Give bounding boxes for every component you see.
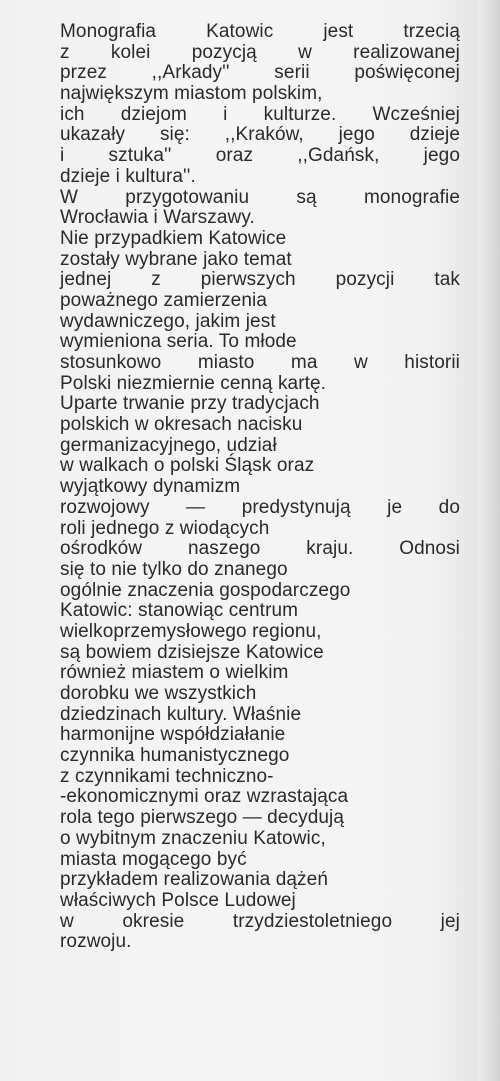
text-line: germanizacyjnego, udział — [60, 434, 277, 456]
text-line: roli jednego z wiodących — [60, 517, 270, 539]
text-line: miasta mogącego być — [60, 848, 247, 870]
text-line: rola tego pierwszego — decydują — [60, 807, 345, 829]
text-line: się to nie tylko do znanego — [60, 558, 288, 580]
text-line: również miastem o wielkim — [60, 662, 289, 684]
text-line: wyjątkowy dynamizm — [60, 476, 241, 498]
text-line: wydawniczego, jakim jest — [60, 310, 276, 332]
text-line: wielkoprzemysłowego regionu, — [60, 620, 322, 642]
page-edge — [478, 0, 500, 1081]
text-line: Polski niezmiernie cenną kartę. — [60, 372, 327, 394]
text-line: polskich w okresach nacisku — [60, 414, 303, 436]
text-line: dzieje i kultura''. — [60, 165, 196, 187]
text-line: przykładem realizowania dążeń — [60, 869, 328, 891]
text-line: stosunkowo miasto ma w historii — [60, 352, 460, 373]
text-line: czynnika humanistycznego — [60, 745, 290, 767]
text-line: przez ,,Arkady'' serii poświęconej — [60, 62, 460, 84]
text-line: największym miastom polskim, — [60, 83, 323, 105]
text-line: Katowic: stanowiąc centrum — [60, 600, 299, 622]
text-line: właściwych Polsce Ludowej — [60, 889, 296, 911]
text-line: Wrocławia i Warszawy. — [60, 207, 255, 229]
text-line: ogólnie znaczenia gospodarczego — [60, 579, 351, 601]
text-line: z czynnikami techniczno- — [60, 765, 274, 787]
text-line: Monografia Katowic jest trzecią — [60, 21, 460, 42]
text-line: zostały wybrane jako temat — [60, 248, 292, 270]
text-line: harmonijne współdziałanie — [60, 724, 286, 746]
text-line: Nie przypadkiem Katowice — [60, 227, 287, 249]
text-line: w okresie trzydziestoletniego jej — [60, 910, 460, 932]
text-line: -ekonomicznymi oraz wzrastająca — [60, 786, 349, 808]
text-line: jednej z pierwszych pozycji tak — [60, 269, 460, 291]
text-line: ukazały się: ,,Kraków, jego dzieje — [60, 124, 460, 146]
text-line: poważnego zamierzenia — [60, 289, 267, 311]
text-line: wymieniona seria. To młode — [60, 331, 297, 353]
text-line: ośrodków naszego kraju. Odnosi — [60, 538, 460, 560]
text-line: są bowiem dzisiejsze Katowice — [60, 641, 324, 663]
text-line: z kolei pozycją w realizowanej — [60, 41, 460, 63]
text-line: rozwojowy — predystynują je do — [60, 496, 460, 518]
text-line: o wybitnym znaczeniu Katowic, — [60, 827, 326, 849]
text-line: i sztuka'' oraz ,,Gdańsk, jego — [60, 145, 460, 167]
text-line: ich dziejom i kulturze. Wcześniej — [60, 103, 460, 125]
body-text — [60, 22, 460, 953]
text-line: w walkach o polski Śląsk oraz — [60, 455, 315, 477]
text-line: dziedzinach kultury. Właśnie — [60, 703, 302, 725]
text-line: dorobku we wszystkich — [60, 683, 257, 704]
text-line: rozwoju. — [60, 931, 132, 953]
text-line: W przygotowaniu są monografie — [60, 186, 460, 208]
text-line: Uparte trwanie przy tradycjach — [60, 393, 320, 415]
